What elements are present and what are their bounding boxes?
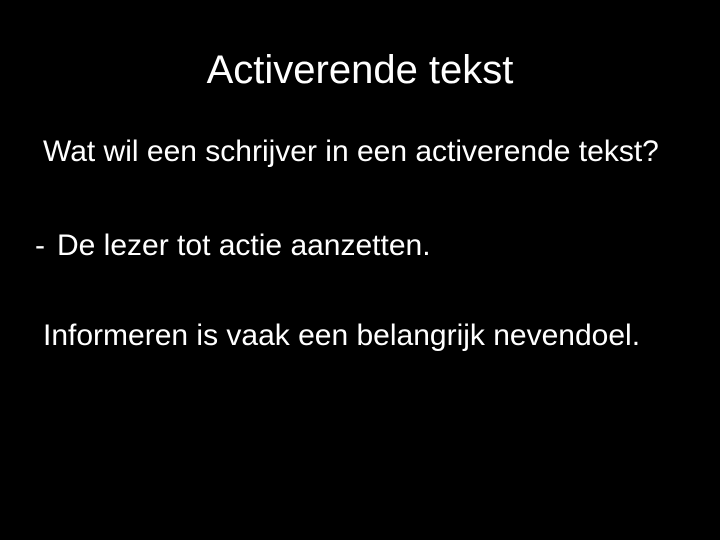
question-line: Wat wil een schrijver in een activerende tekst? [43, 135, 659, 168]
bullet-text: De lezer tot actie aanzetten. [57, 229, 431, 262]
bullet-marker: - [35, 229, 45, 262]
note-line: Informeren is vaak een belangrijk nevendoel. [43, 319, 641, 352]
bullet-line [35, 228, 431, 264]
slide-title: Activerende tekst [206, 48, 514, 92]
